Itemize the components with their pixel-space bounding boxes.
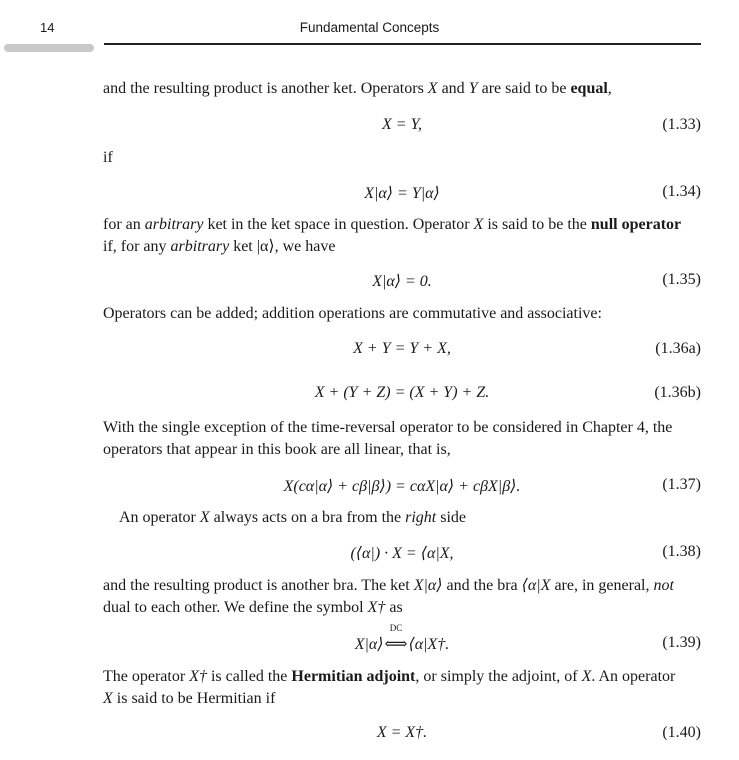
equation-expression: X = X†. bbox=[376, 724, 428, 741]
equation-expression: X = Y, bbox=[382, 116, 422, 133]
paragraph-3: Operators can be added; addition operations are commutative and associative: bbox=[103, 305, 602, 322]
equation-number: (1.36b) bbox=[654, 384, 701, 401]
equation-1-38 bbox=[103, 543, 701, 567]
running-title: Fundamental Concepts bbox=[299, 20, 440, 35]
equation-1-39 bbox=[103, 623, 701, 658]
equation-number: (1.33) bbox=[662, 116, 701, 133]
paragraph-2: for an arbitrary ket in the ket space in question. Operator X is said to be the null operator if, for any arbitrary ket |α⟩, we have bbox=[103, 216, 682, 255]
paragraph-5: An operator X always acts on a bra from the right side bbox=[119, 509, 467, 526]
equation-1-34 bbox=[103, 183, 701, 207]
equation-1-36a bbox=[103, 340, 701, 364]
dual-correspondence-arrow: ⟺ bbox=[384, 636, 408, 653]
equation-expression: X + (Y + Z) = (X + Y) + Z. bbox=[314, 384, 490, 401]
dual-correspondence-label: DC bbox=[389, 623, 403, 633]
equation-number: (1.36a) bbox=[655, 340, 701, 357]
header-rule bbox=[104, 43, 701, 45]
equation-expression: X|α⟩ = 0. bbox=[372, 273, 432, 290]
equation-1-40 bbox=[103, 724, 701, 748]
equation-number: (1.37) bbox=[662, 476, 701, 493]
paragraph-1: and the resulting product is another ket. Operators X and Y are said to be equal, bbox=[103, 80, 612, 97]
paragraph-if: if bbox=[103, 149, 113, 166]
equation-expression: X(cα|α⟩ + cβ|β⟩) = cαX|α⟩ + cβX|β⟩. bbox=[283, 478, 521, 495]
equation-1-36b bbox=[103, 384, 701, 408]
paragraph-4: With the single exception of the time-reversal operator to be considered in Chapter 4, the operators that appear in this book are all linear, that is, bbox=[103, 419, 673, 458]
equation-expression: X + Y = Y + X, bbox=[353, 340, 451, 357]
equation-number: (1.39) bbox=[662, 634, 701, 651]
equation-number: (1.35) bbox=[662, 271, 701, 288]
margin-tab bbox=[4, 44, 94, 52]
equation-number: (1.34) bbox=[662, 183, 701, 200]
paragraph-6: and the resulting product is another bra. The ket X|α⟩ and the bra ⟨α|X are, in general, not dual to each other. We define the symbol X† as bbox=[103, 577, 674, 616]
paragraph-7: The operator X† is called the Hermitian adjoint, or simply the adjoint, of X. An operator X is said to be Hermitian if bbox=[103, 668, 676, 707]
equation-1-35 bbox=[103, 271, 701, 295]
equation-1-33 bbox=[103, 116, 701, 140]
equation-expression: X|α⟩ DC ⟺⟨α|X†. bbox=[354, 623, 450, 653]
equation-number: (1.38) bbox=[662, 543, 701, 560]
equation-expression: (⟨α|) · X = ⟨α|X, bbox=[350, 545, 454, 562]
equation-number: (1.40) bbox=[662, 724, 701, 741]
equation-expression: X|α⟩ = Y|α⟩ bbox=[364, 185, 440, 202]
page-number: 14 bbox=[40, 20, 55, 35]
equation-1-37 bbox=[103, 476, 701, 500]
